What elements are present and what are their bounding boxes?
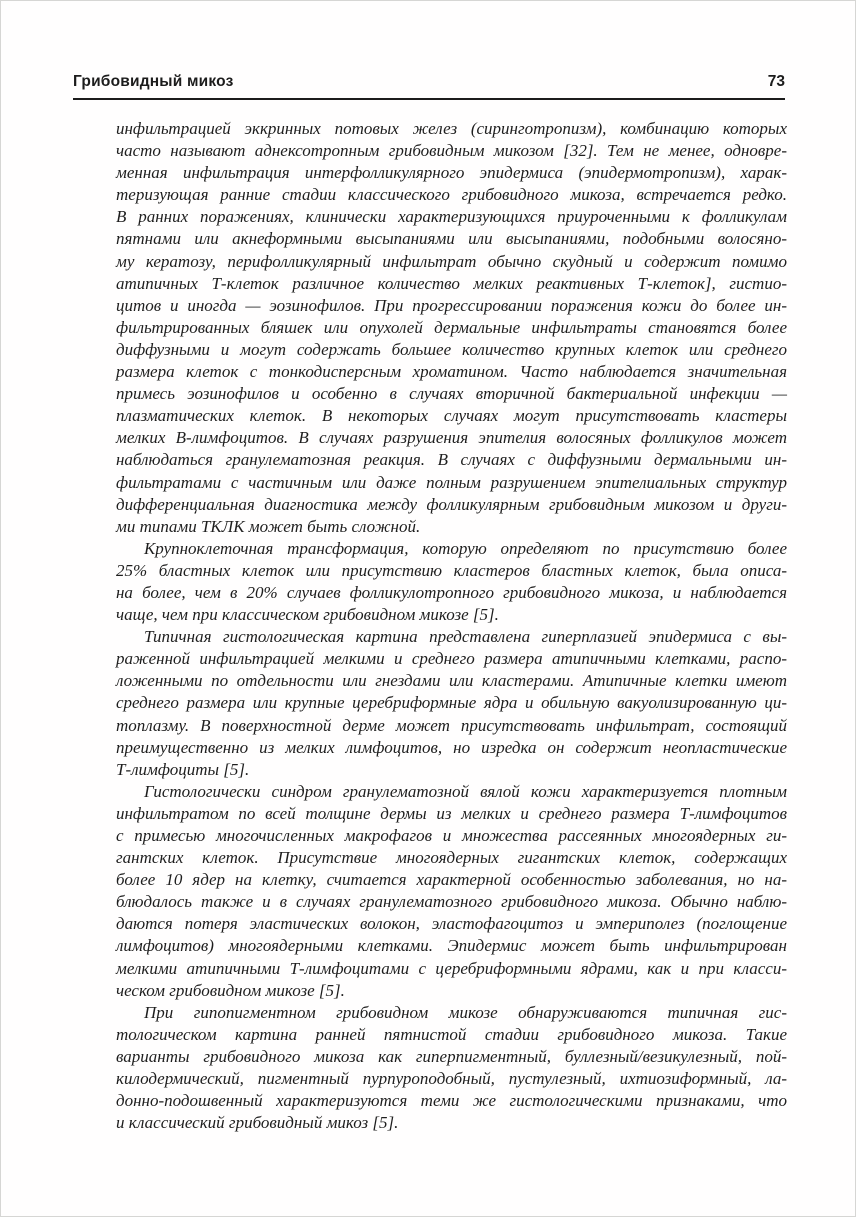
text-line: тологическом картина ранней пятнистой стадии грибовидного микоза. Такие [116,1024,787,1044]
running-header [73,73,785,100]
text-line: диффузными и могут содержать большее количество крупных клеток или среднего [116,339,787,359]
text-line: Гистологически синдром гранулематозной вялой кожи характеризуется плотным [144,781,787,801]
text-line: с примесью многочисленных макрофагов и множества рассеянных многоядерных ги- [116,826,787,845]
paragraph [116,626,787,781]
text-line: размера клеток с тонкодисперсным хроматином. Часто наблюдается значительная [116,362,787,382]
text-line: му кератозу, перифолликулярный инфильтрат обычно скудный и содержит помимо [116,251,787,271]
text-line: ложенными по отдельности или гнездами или кластерами. Атипичные клетки имеют [116,671,787,691]
text-line: дифференциальная диагностика между фолликулярным грибовидным микозом и други- [116,494,787,514]
text-line: Типичная гистологическая картина представлена гиперплазией эпидермиса с вы- [144,627,787,647]
text-line: мелких В-лимфоцитов. В случаях разрушения эпителия волосяных фолликулов может [116,428,787,448]
text-line: фильтрированных бляшек или опухолей дермальные инфильтраты становятся более [116,317,787,337]
text-line: плазматических клеток. В некоторых случаях могут присутствовать кластеры [116,406,787,426]
text-line: на более, чем в 20% случаев фолликулотропного грибовидного микоза, и наблюдается [116,582,787,602]
paragraph [116,781,787,1002]
text-line: атипичных Т-клеток различное количество мелких реактивных Т-клеток], гистио- [116,273,787,293]
text-line: блюдалось также и в случаях гранулематозного грибовидного микоза. Обычно наблю- [116,892,787,912]
text-line: менная инфильтрация интерфолликулярного эпидермиса (эпидермотропизм), харак- [116,163,787,183]
text-line: среднего размера или крупные церебриформные ядра и обильную вакуолизированную ци- [116,693,787,713]
text-line: теризующая ранние стадии классического грибовидного микоза, встречается редко. [116,185,787,205]
text-line: Крупноклеточная трансформация, которую определяют по присутствию более [144,538,787,558]
text-line: варианты грибовидного микоза как гиперпигментный, буллезный/везикулезный, пой- [116,1046,787,1066]
text-line: и классический грибовидный микоз [5]. [116,1113,399,1133]
text-line: инфильтратом по всей толщине дермы из мелких и среднего размера Т-лимфоцитов [116,803,787,823]
text-line: При гипопигментном грибовидном микозе обнаруживаются типичная гис- [144,1002,787,1022]
text-line: ческом грибовидном микозе [5]. [116,980,345,1000]
text-line: килодермический, пигментный пурпуроподобный, пустулезный, ихтиозиформный, ла- [116,1069,787,1089]
text-line: 25% бластных клеток или присутствию кластеров бластных клеток, была описа- [116,560,787,580]
text-line: ми типами ТКЛК может быть сложной. [116,516,421,536]
text-line: раженной инфильтрацией мелкими и среднего размера атипичными клетками, распо- [116,649,787,669]
text-line: наблюдаться гранулематозная реакция. В случаях с диффузными дермальными ин- [116,450,787,470]
text-line: В ранних поражениях, клинически характеризующихся приуроченными к фолликулам [116,207,787,227]
text-line: чаще, чем при классическом грибовидном микозе [5]. [116,605,499,625]
page-body [116,118,787,1134]
text-line: преимущественно из мелких лимфоцитов, но изредка он содержит неопластические [116,737,787,757]
page-number: 73 [767,73,785,90]
text-line: часто называют аднексотропным грибовидным микозом [32]. Тем не менее, одновре- [116,141,787,161]
text-line: топлазму. В поверхностной дерме может присутствовать инфильтрат, состоящий [116,715,787,735]
paragraph [116,1002,787,1135]
text-line: пятнами или акнеформными высыпаниями или высыпаниями, подобными волосяно- [116,229,787,249]
text-line: даются потеря эластических волокон, эластофагоцитоз и эмпериполез (поглощение [116,914,787,934]
text-line: инфильтрацией эккринных потовых желез (сиринготропизм), комбинацию которых [116,119,787,138]
text-line: более 10 ядер на клетку, считается характерной особенностью заболевания, но на- [116,870,787,890]
text-line: Т-лимфоциты [5]. [116,759,250,779]
text-line: цитов и иногда — эозинофилов. При прогрессировании поражения кожи до более ин- [116,295,787,315]
paragraph [116,538,787,626]
text-line: мелкими атипичными Т-лимфоцитами с церебриформными ядрами, как и при класси- [116,958,787,978]
paragraph [116,118,787,538]
text-line: донно-подошвенный характеризуются теми же гистологическими признаками, что [116,1091,787,1111]
text-line: примесь эозинофилов и особенно в случаях вторичной бактериальной инфекции — [116,384,787,404]
text-line: гантских клеток. Присутствие многоядерных гигантских клеток, содержащих [116,848,787,868]
text-line: фильтратами с частичным или даже полным разрушением эпителиальных структур [116,472,787,492]
running-header-title: Грибовидный микоз [73,73,234,90]
text-line: лимфоцитов) многоядерными клетками. Эпидермис может быть инфильтрирован [116,936,787,956]
